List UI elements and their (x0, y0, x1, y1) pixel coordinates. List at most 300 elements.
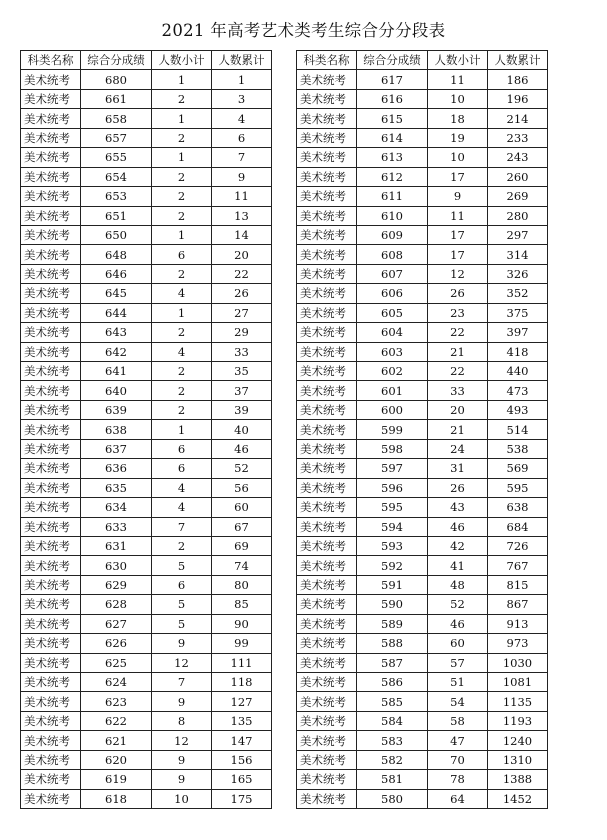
table-row (21, 459, 272, 478)
subject-cell: 美术统考 (21, 148, 81, 167)
cumulative-cell: 14 (212, 225, 272, 244)
subject-cell: 美术统考 (297, 517, 357, 536)
cumulative-cell: 1081 (488, 673, 548, 692)
count-cell: 10 (152, 789, 212, 808)
score-cell: 611 (357, 187, 428, 206)
cumulative-cell: 280 (488, 206, 548, 225)
cumulative-cell: 440 (488, 362, 548, 381)
subject-cell: 美术统考 (21, 245, 81, 264)
cumulative-cell: 127 (212, 692, 272, 711)
cumulative-cell: 13 (212, 206, 272, 225)
cumulative-cell: 56 (212, 478, 272, 497)
table-row (21, 148, 272, 167)
cumulative-cell: 6 (212, 128, 272, 147)
table-row (297, 109, 548, 128)
count-cell: 48 (428, 575, 488, 594)
count-cell: 11 (428, 206, 488, 225)
count-cell: 1 (152, 109, 212, 128)
table-row (21, 109, 272, 128)
column-header-score: 综合分成绩 (357, 51, 428, 70)
cumulative-cell: 135 (212, 711, 272, 730)
score-cell: 627 (81, 614, 152, 633)
subject-cell: 美术统考 (21, 303, 81, 322)
count-cell: 12 (428, 264, 488, 283)
count-cell: 2 (152, 400, 212, 419)
table-row (297, 89, 548, 108)
score-cell: 585 (357, 692, 428, 711)
table-row (21, 711, 272, 730)
count-cell: 7 (152, 673, 212, 692)
cumulative-cell: 375 (488, 303, 548, 322)
count-cell: 1 (152, 420, 212, 439)
cumulative-cell: 684 (488, 517, 548, 536)
cumulative-cell: 973 (488, 634, 548, 653)
cumulative-cell: 175 (212, 789, 272, 808)
subject-cell: 美术统考 (297, 187, 357, 206)
table-row (21, 692, 272, 711)
count-cell: 2 (152, 536, 212, 555)
score-cell: 616 (357, 89, 428, 108)
cumulative-cell: 514 (488, 420, 548, 439)
cumulative-cell: 1193 (488, 711, 548, 730)
score-cell: 626 (81, 634, 152, 653)
score-cell: 614 (357, 128, 428, 147)
subject-cell: 美术统考 (21, 575, 81, 594)
table-row (297, 206, 548, 225)
count-cell: 10 (428, 148, 488, 167)
subject-cell: 美术统考 (21, 70, 81, 89)
score-cell: 641 (81, 362, 152, 381)
table-row (297, 575, 548, 594)
cumulative-cell: 90 (212, 614, 272, 633)
subject-cell: 美术统考 (297, 245, 357, 264)
subject-cell: 美术统考 (297, 478, 357, 497)
score-cell: 648 (81, 245, 152, 264)
subject-cell: 美术统考 (297, 731, 357, 750)
table-row (297, 342, 548, 361)
table-row (21, 731, 272, 750)
count-cell: 17 (428, 245, 488, 264)
count-cell: 23 (428, 303, 488, 322)
score-cell: 600 (357, 400, 428, 419)
score-cell: 623 (81, 692, 152, 711)
table-row (21, 225, 272, 244)
cumulative-cell: 569 (488, 459, 548, 478)
table-row (21, 245, 272, 264)
subject-cell: 美术统考 (21, 206, 81, 225)
count-cell: 22 (428, 362, 488, 381)
count-cell: 5 (152, 556, 212, 575)
table-row (297, 264, 548, 283)
score-cell: 592 (357, 556, 428, 575)
count-cell: 6 (152, 575, 212, 594)
column-header-score: 综合分成绩 (81, 51, 152, 70)
cumulative-cell: 1030 (488, 653, 548, 672)
count-cell: 2 (152, 187, 212, 206)
table-row (297, 303, 548, 322)
score-cell: 630 (81, 556, 152, 575)
cumulative-cell: 52 (212, 459, 272, 478)
score-cell: 589 (357, 614, 428, 633)
table-row (297, 167, 548, 186)
cumulative-cell: 85 (212, 595, 272, 614)
score-cell: 606 (357, 284, 428, 303)
score-cell: 650 (81, 225, 152, 244)
table-row (297, 381, 548, 400)
cumulative-cell: 11 (212, 187, 272, 206)
count-cell: 2 (152, 323, 212, 342)
count-cell: 58 (428, 711, 488, 730)
table-row (297, 225, 548, 244)
table-row (21, 575, 272, 594)
table-row (21, 595, 272, 614)
score-cell: 624 (81, 673, 152, 692)
cumulative-cell: 22 (212, 264, 272, 283)
table-row (297, 400, 548, 419)
score-cell: 646 (81, 264, 152, 283)
cumulative-cell: 326 (488, 264, 548, 283)
column-header-cumulative: 人数累计 (212, 51, 272, 70)
count-cell: 1 (152, 225, 212, 244)
score-cell: 598 (357, 439, 428, 458)
subject-cell: 美术统考 (21, 711, 81, 730)
subject-cell: 美术统考 (21, 284, 81, 303)
score-cell: 591 (357, 575, 428, 594)
count-cell: 47 (428, 731, 488, 750)
table-row (297, 323, 548, 342)
subject-cell: 美术统考 (21, 614, 81, 633)
subject-cell: 美术统考 (297, 225, 357, 244)
column-header-subject: 科类名称 (21, 51, 81, 70)
table-row (297, 439, 548, 458)
subject-cell: 美术统考 (297, 362, 357, 381)
count-cell: 11 (428, 70, 488, 89)
subject-cell: 美术统考 (297, 614, 357, 633)
cumulative-cell: 26 (212, 284, 272, 303)
table-row (21, 498, 272, 517)
count-cell: 1 (152, 303, 212, 322)
subject-cell: 美术统考 (21, 167, 81, 186)
count-cell: 17 (428, 167, 488, 186)
count-cell: 17 (428, 225, 488, 244)
score-cell: 599 (357, 420, 428, 439)
cumulative-cell: 767 (488, 556, 548, 575)
table-row (21, 128, 272, 147)
cumulative-cell: 165 (212, 770, 272, 789)
subject-cell: 美术统考 (21, 362, 81, 381)
score-cell: 605 (357, 303, 428, 322)
subject-cell: 美术统考 (297, 653, 357, 672)
score-cell: 583 (357, 731, 428, 750)
score-cell: 601 (357, 381, 428, 400)
count-cell: 10 (428, 89, 488, 108)
count-cell: 70 (428, 750, 488, 769)
table-row (21, 673, 272, 692)
table-row (21, 342, 272, 361)
cumulative-cell: 269 (488, 187, 548, 206)
count-cell: 60 (428, 634, 488, 653)
score-cell: 580 (357, 789, 428, 808)
score-cell: 636 (81, 459, 152, 478)
cumulative-cell: 243 (488, 148, 548, 167)
subject-cell: 美术统考 (21, 342, 81, 361)
cumulative-cell: 638 (488, 498, 548, 517)
table-row (21, 381, 272, 400)
subject-cell: 美术统考 (297, 634, 357, 653)
count-cell: 2 (152, 264, 212, 283)
page-title: 2021 年高考艺术类考生综合分分段表 (161, 21, 446, 40)
cumulative-cell: 214 (488, 109, 548, 128)
subject-cell: 美术统考 (297, 459, 357, 478)
table-row (21, 70, 272, 89)
cumulative-cell: 3 (212, 89, 272, 108)
cumulative-cell: 118 (212, 673, 272, 692)
subject-cell: 美术统考 (21, 556, 81, 575)
count-cell: 2 (152, 206, 212, 225)
table-row (297, 731, 548, 750)
subject-cell: 美术统考 (297, 323, 357, 342)
table-row (297, 478, 548, 497)
subject-cell: 美术统考 (21, 536, 81, 555)
table-row (21, 750, 272, 769)
score-cell: 584 (357, 711, 428, 730)
score-cell: 621 (81, 731, 152, 750)
cumulative-cell: 1 (212, 70, 272, 89)
cumulative-cell: 99 (212, 634, 272, 653)
score-cell: 634 (81, 498, 152, 517)
table-row (21, 556, 272, 575)
score-cell: 643 (81, 323, 152, 342)
count-cell: 19 (428, 128, 488, 147)
count-cell: 21 (428, 420, 488, 439)
count-cell: 2 (152, 167, 212, 186)
table-row (297, 498, 548, 517)
score-cell: 655 (81, 148, 152, 167)
cumulative-cell: 314 (488, 245, 548, 264)
table-row (21, 536, 272, 555)
subject-cell: 美术统考 (297, 109, 357, 128)
subject-cell: 美术统考 (297, 89, 357, 108)
subject-cell: 美术统考 (21, 634, 81, 653)
table-row (297, 634, 548, 653)
cumulative-cell: 69 (212, 536, 272, 555)
score-cell: 594 (357, 517, 428, 536)
subject-cell: 美术统考 (297, 206, 357, 225)
count-cell: 24 (428, 439, 488, 458)
cumulative-cell: 20 (212, 245, 272, 264)
score-cell: 622 (81, 711, 152, 730)
count-cell: 9 (152, 750, 212, 769)
subject-cell: 美术统考 (21, 789, 81, 808)
score-cell: 635 (81, 478, 152, 497)
count-cell: 6 (152, 439, 212, 458)
subject-cell: 美术统考 (21, 517, 81, 536)
score-cell: 619 (81, 770, 152, 789)
subject-cell: 美术统考 (297, 148, 357, 167)
subject-cell: 美术统考 (21, 731, 81, 750)
table-row (297, 692, 548, 711)
count-cell: 4 (152, 498, 212, 517)
cumulative-cell: 156 (212, 750, 272, 769)
table-row (297, 459, 548, 478)
cumulative-cell: 33 (212, 342, 272, 361)
table-row (297, 595, 548, 614)
count-cell: 5 (152, 595, 212, 614)
count-cell: 33 (428, 381, 488, 400)
cumulative-cell: 297 (488, 225, 548, 244)
cumulative-cell: 1135 (488, 692, 548, 711)
column-header-cumulative: 人数累计 (488, 51, 548, 70)
subject-cell: 美术统考 (21, 459, 81, 478)
cumulative-cell: 595 (488, 478, 548, 497)
cumulative-cell: 35 (212, 362, 272, 381)
table-row (21, 770, 272, 789)
header-row (21, 51, 272, 70)
score-cell: 640 (81, 381, 152, 400)
count-cell: 12 (152, 653, 212, 672)
score-cell: 633 (81, 517, 152, 536)
count-cell: 20 (428, 400, 488, 419)
cumulative-cell: 493 (488, 400, 548, 419)
table-row (21, 284, 272, 303)
score-cell: 595 (357, 498, 428, 517)
table-row (297, 362, 548, 381)
cumulative-cell: 726 (488, 536, 548, 555)
score-cell: 612 (357, 167, 428, 186)
subject-cell: 美术统考 (21, 498, 81, 517)
score-cell: 680 (81, 70, 152, 89)
score-cell: 637 (81, 439, 152, 458)
count-cell: 2 (152, 381, 212, 400)
count-cell: 21 (428, 342, 488, 361)
count-cell: 64 (428, 789, 488, 808)
cumulative-cell: 196 (488, 89, 548, 108)
table-row (297, 711, 548, 730)
subject-cell: 美术统考 (297, 342, 357, 361)
table-row (21, 420, 272, 439)
count-cell: 31 (428, 459, 488, 478)
table-row (21, 439, 272, 458)
score-cell: 661 (81, 89, 152, 108)
score-cell: 593 (357, 536, 428, 555)
score-cell: 604 (357, 323, 428, 342)
table-row (297, 517, 548, 536)
cumulative-cell: 74 (212, 556, 272, 575)
score-cell: 597 (357, 459, 428, 478)
count-cell: 78 (428, 770, 488, 789)
score-cell: 617 (357, 70, 428, 89)
score-cell: 608 (357, 245, 428, 264)
count-cell: 12 (152, 731, 212, 750)
subject-cell: 美术统考 (297, 770, 357, 789)
cumulative-cell: 147 (212, 731, 272, 750)
subject-cell: 美术统考 (297, 420, 357, 439)
subject-cell: 美术统考 (21, 595, 81, 614)
column-header-count: 人数小计 (152, 51, 212, 70)
score-cell: 639 (81, 400, 152, 419)
subject-cell: 美术统考 (297, 536, 357, 555)
subject-cell: 美术统考 (21, 653, 81, 672)
subject-cell: 美术统考 (297, 381, 357, 400)
table-row (297, 245, 548, 264)
count-cell: 9 (152, 692, 212, 711)
score-cell: 625 (81, 653, 152, 672)
cumulative-cell: 67 (212, 517, 272, 536)
count-cell: 22 (428, 323, 488, 342)
count-cell: 5 (152, 614, 212, 633)
count-cell: 8 (152, 711, 212, 730)
table-row (21, 167, 272, 186)
subject-cell: 美术统考 (21, 128, 81, 147)
score-cell: 603 (357, 342, 428, 361)
score-cell: 607 (357, 264, 428, 283)
subject-cell: 美术统考 (21, 381, 81, 400)
count-cell: 46 (428, 517, 488, 536)
count-cell: 43 (428, 498, 488, 517)
subject-cell: 美术统考 (297, 70, 357, 89)
cumulative-cell: 111 (212, 653, 272, 672)
cumulative-cell: 538 (488, 439, 548, 458)
cumulative-cell: 80 (212, 575, 272, 594)
cumulative-cell: 418 (488, 342, 548, 361)
score-table-right (296, 50, 548, 809)
table-row (21, 517, 272, 536)
table-row (297, 789, 548, 808)
subject-cell: 美术统考 (297, 303, 357, 322)
subject-cell: 美术统考 (297, 264, 357, 283)
subject-cell: 美术统考 (297, 575, 357, 594)
score-cell: 581 (357, 770, 428, 789)
count-cell: 2 (152, 362, 212, 381)
table-row (297, 750, 548, 769)
subject-cell: 美术统考 (297, 167, 357, 186)
table-row (21, 206, 272, 225)
count-cell: 4 (152, 342, 212, 361)
header-row (297, 51, 548, 70)
table-row (21, 264, 272, 283)
score-cell: 618 (81, 789, 152, 808)
table-row (297, 653, 548, 672)
subject-cell: 美术统考 (297, 750, 357, 769)
cumulative-cell: 4 (212, 109, 272, 128)
subject-cell: 美术统考 (21, 420, 81, 439)
score-cell: 638 (81, 420, 152, 439)
table-row (297, 420, 548, 439)
column-header-count: 人数小计 (428, 51, 488, 70)
score-cell: 651 (81, 206, 152, 225)
count-cell: 6 (152, 245, 212, 264)
table-row (21, 478, 272, 497)
cumulative-cell: 9 (212, 167, 272, 186)
score-cell: 582 (357, 750, 428, 769)
subject-cell: 美术统考 (297, 692, 357, 711)
score-cell: 609 (357, 225, 428, 244)
score-cell: 588 (357, 634, 428, 653)
table-row (21, 614, 272, 633)
score-cell: 658 (81, 109, 152, 128)
cumulative-cell: 260 (488, 167, 548, 186)
subject-cell: 美术统考 (297, 556, 357, 575)
table-row (21, 303, 272, 322)
subject-cell: 美术统考 (297, 673, 357, 692)
subject-cell: 美术统考 (21, 770, 81, 789)
score-cell: 613 (357, 148, 428, 167)
table-row (297, 614, 548, 633)
table-row (297, 556, 548, 575)
score-table-left (20, 50, 272, 809)
table-row (297, 284, 548, 303)
cumulative-cell: 473 (488, 381, 548, 400)
